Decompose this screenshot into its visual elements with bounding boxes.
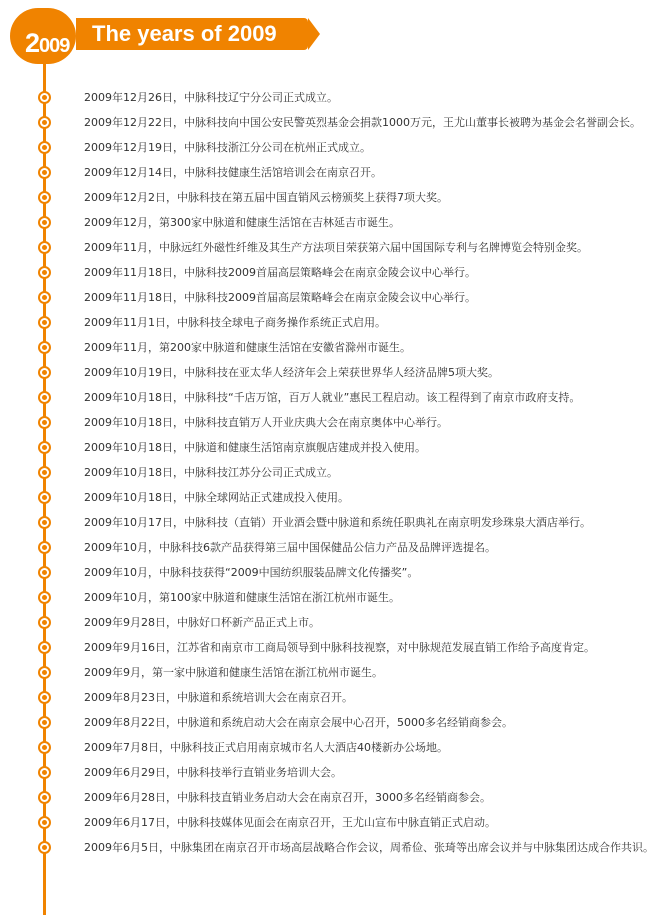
timeline-event <box>0 185 669 210</box>
event-text: 2009年6月28日，中脉科技直销业务启动大会在南京召开，3000多名经销商参会。 <box>84 791 491 804</box>
page-title: The years of 2009 <box>92 21 277 46</box>
timeline-event <box>0 510 669 535</box>
timeline-event <box>0 410 669 435</box>
timeline-dot-icon <box>38 666 51 679</box>
year-badge <box>10 8 76 64</box>
event-text: 2009年11月18日，中脉科技2009首届高层策略峰会在南京金陵会议中心举行。 <box>84 266 476 279</box>
timeline-dot-icon <box>38 616 51 629</box>
event-text: 2009年11月，中脉远红外磁性纤维及其生产方法项目荣获第六届中国国际专利与名牌博览会特别金奖。 <box>84 241 588 254</box>
timeline-dot-icon <box>38 491 51 504</box>
event-text: 2009年8月23日，中脉道和系统培训大会在南京召开。 <box>84 691 353 704</box>
timeline-dot-icon <box>38 366 51 379</box>
event-text: 2009年12月14日，中脉科技健康生活馆培训会在南京召开。 <box>84 166 382 179</box>
timeline-dot-icon <box>38 191 51 204</box>
timeline-event <box>0 585 669 610</box>
event-text: 2009年10月18日，中脉全球网站正式建成投入使用。 <box>84 491 349 504</box>
timeline-event <box>0 760 669 785</box>
timeline-event <box>0 485 669 510</box>
timeline-event <box>0 310 669 335</box>
timeline-event <box>0 285 669 310</box>
timeline-event <box>0 610 669 635</box>
timeline-event <box>0 560 669 585</box>
timeline-event <box>0 835 669 860</box>
timeline-dot-icon <box>38 416 51 429</box>
timeline-dot-icon <box>38 441 51 454</box>
event-text: 2009年10月17日，中脉科技（直销）开业酒会暨中脉道和系统任职典礼在南京明发珍珠泉大酒店举行。 <box>84 516 591 529</box>
timeline-event <box>0 335 669 360</box>
timeline-dot-icon <box>38 216 51 229</box>
event-text: 2009年10月19日，中脉科技在亚太华人经济年会上荣获世界华人经济品牌5项大奖。 <box>84 366 499 379</box>
event-list <box>0 85 669 860</box>
timeline-dot-icon <box>38 541 51 554</box>
timeline-event <box>0 785 669 810</box>
event-text: 2009年10月，第100家中脉道和健康生活馆在浙江杭州市诞生。 <box>84 591 400 604</box>
timeline-event <box>0 685 669 710</box>
timeline-event <box>0 110 669 135</box>
year-header <box>0 0 669 66</box>
event-text: 2009年10月18日，中脉科技江苏分公司正式成立。 <box>84 466 338 479</box>
timeline-dot-icon <box>38 841 51 854</box>
event-text: 2009年10月18日，中脉道和健康生活馆南京旗舰店建成并投入使用。 <box>84 441 426 454</box>
timeline-dot-icon <box>38 766 51 779</box>
event-text: 2009年9月28日，中脉好口杯新产品正式上市。 <box>84 616 320 629</box>
timeline-event <box>0 385 669 410</box>
timeline-dot-icon <box>38 291 51 304</box>
timeline-dot-icon <box>38 116 51 129</box>
timeline-dot-icon <box>38 241 51 254</box>
timeline-event <box>0 260 669 285</box>
timeline-event <box>0 635 669 660</box>
event-text: 2009年9月16日，江苏省和南京市工商局领导到中脉科技视察，对中脉规范发展直销工作给予高度肯定。 <box>84 641 595 654</box>
event-text: 2009年6月29日，中脉科技举行直销业务培训大会。 <box>84 766 342 779</box>
year-badge-text: 2009 <box>25 28 70 58</box>
timeline-dot-icon <box>38 341 51 354</box>
timeline-dot-icon <box>38 791 51 804</box>
event-text: 2009年11月1日，中脉科技全球电子商务操作系统正式启用。 <box>84 316 386 329</box>
event-text: 2009年10月，中脉科技获得“2009中国纺织服装品牌文化传播奖”。 <box>84 566 419 579</box>
event-text: 2009年11月，第200家中脉道和健康生活馆在安徽省滁州市诞生。 <box>84 341 411 354</box>
timeline-dot-icon <box>38 691 51 704</box>
timeline-event <box>0 810 669 835</box>
event-text: 2009年12月26日，中脉科技辽宁分公司正式成立。 <box>84 91 338 104</box>
timeline-event <box>0 160 669 185</box>
timeline-dot-icon <box>38 91 51 104</box>
timeline-event <box>0 535 669 560</box>
timeline-dot-icon <box>38 741 51 754</box>
timeline-dot-icon <box>38 716 51 729</box>
timeline-event <box>0 210 669 235</box>
timeline-dot-icon <box>38 641 51 654</box>
timeline-event <box>0 460 669 485</box>
timeline-dot-icon <box>38 391 51 404</box>
timeline-event <box>0 235 669 260</box>
timeline-dot-icon <box>38 266 51 279</box>
event-text: 2009年7月8日，中脉科技正式启用南京城市名人大酒店40楼新办公场地。 <box>84 741 448 754</box>
timeline-dot-icon <box>38 591 51 604</box>
timeline-event <box>0 735 669 760</box>
event-text: 2009年11月18日，中脉科技2009首届高层策略峰会在南京金陵会议中心举行。 <box>84 291 476 304</box>
event-text: 2009年8月22日，中脉道和系统启动大会在南京会展中心召开，5000多名经销商参会。 <box>84 716 513 729</box>
event-text: 2009年10月18日，中脉科技“千店万馆，百万人就业”惠民工程启动。该工程得到了南京市政府支持。 <box>84 391 581 404</box>
event-text: 2009年10月18日，中脉科技直销万人开业庆典大会在南京奥体中心举行。 <box>84 416 448 429</box>
timeline-event <box>0 85 669 110</box>
event-text: 2009年9月，第一家中脉道和健康生活馆在浙江杭州市诞生。 <box>84 666 383 679</box>
event-text: 2009年12月2日，中脉科技在第五届中国直销风云榜颁奖上获得7项大奖。 <box>84 191 448 204</box>
event-text: 2009年12月19日，中脉科技浙江分公司在杭州正式成立。 <box>84 141 371 154</box>
timeline-event <box>0 360 669 385</box>
timeline-event <box>0 660 669 685</box>
timeline-event <box>0 435 669 460</box>
event-text: 2009年12月，第300家中脉道和健康生活馆在吉林延吉市诞生。 <box>84 216 400 229</box>
timeline-dot-icon <box>38 316 51 329</box>
timeline-dot-icon <box>38 516 51 529</box>
timeline-event <box>0 710 669 735</box>
timeline-dot-icon <box>38 141 51 154</box>
timeline-dot-icon <box>38 566 51 579</box>
event-text: 2009年10月，中脉科技6款产品获得第三届中国保健品公信力产品及品牌评选提名。 <box>84 541 496 554</box>
timeline-dot-icon <box>38 816 51 829</box>
timeline-dot-icon <box>38 466 51 479</box>
timeline-event <box>0 135 669 160</box>
timeline-dot-icon <box>38 166 51 179</box>
event-text: 2009年12月22日，中脉科技向中国公安民警英烈基金会捐款1000万元，王尤山董事长被聘为基金会名誉副会长。 <box>84 116 641 129</box>
banner-arrow-shape <box>308 18 320 50</box>
event-text: 2009年6月17日，中脉科技媒体见面会在南京召开，王尤山宣布中脉直销正式启动。 <box>84 816 496 829</box>
event-text: 2009年6月5日，中脉集团在南京召开市场高层战略合作会议，周希俭、张琦等出席会议并与中脉集团达成合作共识。 <box>84 841 654 854</box>
